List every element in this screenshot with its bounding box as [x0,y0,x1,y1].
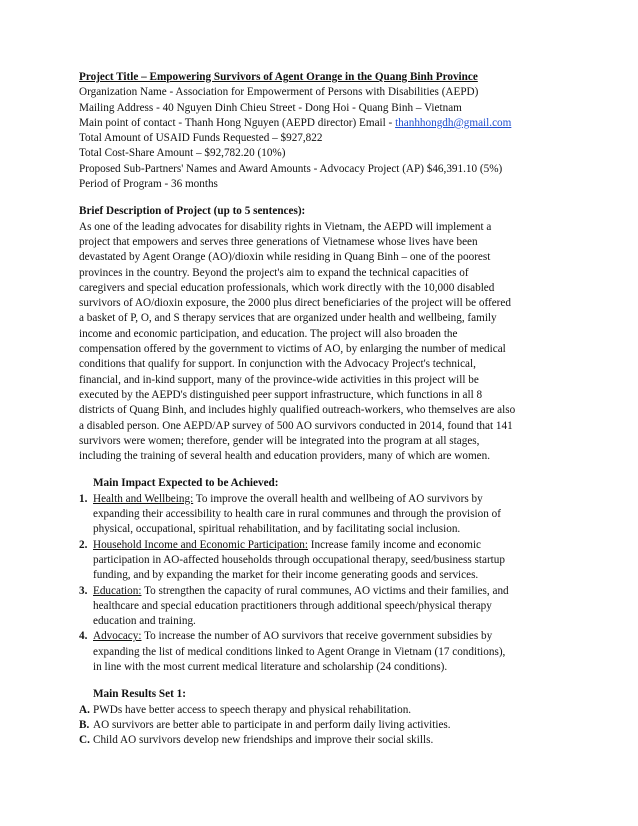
item-marker: C. [79,734,90,747]
item-marker: 4. [79,630,88,643]
results-heading: Main Results Set 1: [93,688,186,701]
impact-label: Household Income and Economic Participation: [93,538,308,551]
item-marker: 1. [79,492,88,505]
impact-section [79,476,557,675]
result-item [79,733,557,748]
brief-description [79,204,557,464]
impact-text: To improve the overall health and wellbeing of AO survivors by [193,492,483,505]
impact-text: physical, occupational, spiritual rehabilitation, and by facilitating social inclusion. [93,523,461,536]
impact-text: To increase the number of AO survivors that receive government subsidies by [141,630,493,643]
usaid-funds: Total Amount of USAID Funds Requested – $927,822 [79,132,323,145]
organization-name: Organization Name - Association for Empowerment of Persons with Disabilities (AEPD) [79,86,479,99]
item-marker: 2. [79,538,88,551]
project-title: Project Title – Empowering Survivors of Agent Orange in the Quang Binh Province [79,71,478,83]
contact-label: Main point of contact - Thanh Hong Nguyen (AEPD director) Email - [79,116,396,129]
mailing-address: Mailing Address - 40 Nguyen Dinh Chieu Street - Dong Hoi - Quang Binh – Vietnam [79,101,462,114]
impact-item-income [79,538,557,584]
impact-label: Health and Wellbeing: [93,492,194,505]
brief-line: compensation offered by the government to victims of AO, by enlarging the number of medical [79,343,506,356]
impact-item-health [79,492,557,538]
brief-line: income and economic participation, and education. The project will also broaden the [79,327,458,340]
item-marker: B. [79,718,90,731]
brief-line: including the training of several health and education providers, many of which are women. [79,450,491,463]
impact-text: in line with the most current medical literature and scholarship (24 conditions). [93,660,448,673]
impact-text: funding, and by expanding the market for their income generating goods and services. [93,569,479,582]
impact-text: Increase family income and economic [308,538,482,551]
results-section [79,687,557,748]
result-text: Child AO survivors develop new friendships and improve their social skills. [93,734,434,747]
impact-text: expanding their accessibility to health care in rural communes and through the provision of [93,508,501,521]
impact-label: Advocacy: [93,630,142,643]
brief-line: survivors of AO/dioxin exposure, the 2000 plus direct beneficiaries of the project will be offered [79,297,511,310]
brief-line: a basket of P, O, and S therapy services that are organized under health and wellbeing, family [79,312,497,325]
result-item [79,703,557,718]
brief-line: executed by the AEPD's distinguished peer support infrastructure, which functions in all 8 [79,388,483,401]
impact-text: To strengthen the capacity of rural communes, AO victims and their families, and [141,584,509,597]
sub-partners: Proposed Sub-Partners' Names and Award Amounts - Advocacy Project (AP) $46,391.10 (5%) [79,162,503,175]
result-text: AO survivors are better able to participate in and perform daily living activities. [93,718,451,731]
item-marker: 3. [79,584,88,597]
brief-line: devastated by Agent Orange (AO)/dioxin while residing in Quang Binh – one of the poorest [79,251,491,264]
result-item [79,718,557,733]
header-block [79,70,557,192]
brief-line: provinces in the country. Beyond the project's aim to expand the technical capacities of [79,266,469,279]
brief-line: project that empowers and serves three generations of Vietnamese whose lives have been [79,235,478,248]
impact-text: expanding the list of medical conditions linked to Agent Orange in Vietnam (17 conditions), [93,645,506,658]
brief-line: survivors were women; therefore, gender will be integrated into the program at all stages, [79,434,480,447]
program-period: Period of Program - 36 months [79,178,218,191]
brief-line: caregivers and special education professionals, which work directly with the 10,000 disabled [79,281,495,294]
brief-heading: Brief Description of Project (up to 5 sentences): [79,205,306,218]
impact-item-advocacy [79,629,557,675]
brief-line: districts of Quang Binh, and includes highly qualified outreach-workers, who themselves are also [79,404,516,417]
impact-text: healthcare and special education practitioners through additional speech/physical therapy [93,599,492,612]
impact-heading: Main Impact Expected to be Achieved: [93,477,279,490]
main-contact [79,116,557,131]
impact-text: participation in AO-affected households through occupational therapy, seed/business startup [93,553,505,566]
impact-item-education [79,584,557,630]
cost-share-amount: Total Cost-Share Amount – $92,782.20 (10%) [79,147,286,160]
result-text: PWDs have better access to speech therapy and physical rehabilitation. [93,703,412,716]
brief-line: conditions that qualify for support. In conjunction with the Advocacy Project's technical, [79,358,476,371]
brief-line: financial, and in-kind support, many of the province-wide activities in this project will be [79,373,479,386]
brief-line: As one of the leading advocates for disability rights in Vietnam, the AEPD will implement a [79,220,492,233]
document-page [79,70,557,748]
brief-line: a disabled person. One AEPD/AP survey of 500 AO survivors conducted in 2014, found that 141 [79,419,513,432]
impact-label: Education: [93,584,142,597]
contact-email-link[interactable]: thanhhongdh@gmail.com [395,116,512,129]
item-marker: A. [79,703,90,716]
impact-text: education and training. [93,615,196,628]
